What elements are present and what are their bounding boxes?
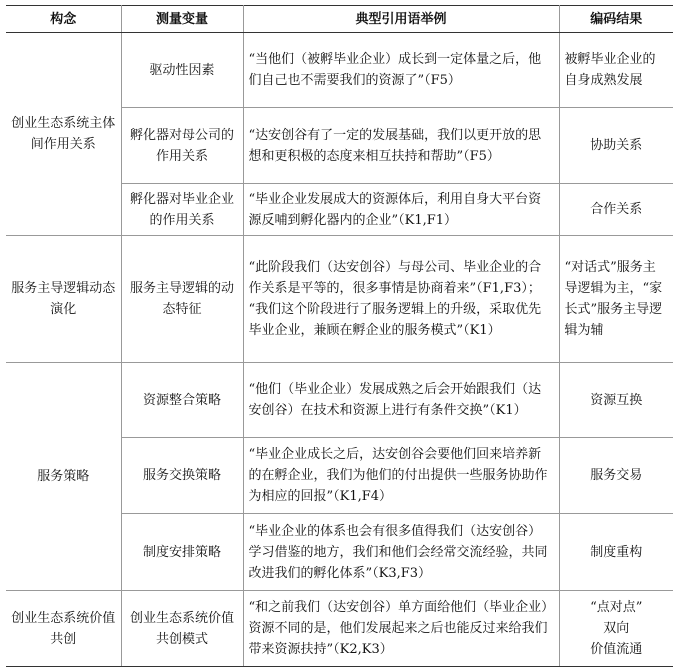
quote-text: “他们（毕业企业）发展成熟之后会开始跟我们（达安创谷）在技术和资源上进行有条件交换”（K1） <box>248 382 542 418</box>
quote-cell <box>243 236 559 363</box>
quote-text: “毕业企业的体系也会有很多值得我们（达安创谷）学习借鉴的地方，我们和他们会经常交流经验，共同改进我们的孵化体系”（K3,F3） <box>248 523 548 581</box>
result-cell: 资源互换 <box>559 363 673 438</box>
header-quote: 典型引用语举例 <box>243 6 559 33</box>
quote-text: “当他们（被孵毕业企业）成长到一定体量之后，他们自己也不需要我们的资源了”（F5） <box>248 52 542 88</box>
table-row <box>6 236 673 363</box>
quote-cell <box>243 184 559 236</box>
quote-cell <box>243 108 559 184</box>
construct-cell: 服务策略 <box>6 363 121 591</box>
quote-text: “和之前我们（达安创谷）单方面给他们（毕业企业）资源不同的是，他们发展起来之后也能反过来给我们带来资源扶持”（K2,K3） <box>248 600 548 657</box>
result-line: 双向 <box>603 621 630 636</box>
construct-cell: 创业生态系统价值共创 <box>6 591 121 667</box>
variable-cell: 服务主导逻辑的动态特征 <box>121 236 243 363</box>
header-variable: 测量变量 <box>121 6 243 33</box>
result-line: “点对点” <box>590 600 643 615</box>
construct-cell: 创业生态系统主体间作用关系 <box>6 33 121 236</box>
result-cell <box>559 591 673 667</box>
quote-text: “达安创谷有了一定的发展基础，我们以更开放的思想和更积极的态度来相互扶持和帮助”（F5） <box>248 127 542 164</box>
quote-cell <box>243 514 559 591</box>
result-cell: 被孵毕业企业的自身成熟发展 <box>559 33 673 108</box>
result-cell: 协助关系 <box>559 108 673 184</box>
table-row <box>6 591 673 667</box>
variable-cell: 资源整合策略 <box>121 363 243 438</box>
variable-cell: 驱动性因素 <box>121 33 243 108</box>
quote-text: “此阶段我们（达安创谷）与母公司、毕业企业的合作关系是平等的，很多事情是协商着来”（F1,F3）； <box>248 260 542 296</box>
header-construct: 构念 <box>6 6 121 33</box>
result-cell: 服务交易 <box>559 438 673 514</box>
quote-cell <box>243 363 559 438</box>
header-result: 编码结果 <box>559 6 673 33</box>
quote-cell <box>243 33 559 108</box>
table-row <box>6 363 673 438</box>
quote-text: “我们这个阶段进行了服务逻辑上的升级，采取优先毕业企业，兼顾在孵企业的服务模式”（K1） <box>248 302 542 338</box>
coding-results-table <box>6 5 673 667</box>
result-cell: 制度重构 <box>559 514 673 591</box>
quote-cell <box>243 438 559 514</box>
table-header-row <box>6 6 673 33</box>
result-cell: 合作关系 <box>559 184 673 236</box>
variable-cell: 创业生态系统价值共创模式 <box>121 591 243 667</box>
quote-text: “毕业企业发展成大的资源体后，利用自身大平台资源反哺到孵化器内的企业”（K1,F1） <box>248 191 542 228</box>
variable-cell: 孵化器对毕业企业的作用关系 <box>121 184 243 236</box>
variable-cell: 服务交换策略 <box>121 438 243 514</box>
table-row <box>6 33 673 108</box>
variable-cell: 制度安排策略 <box>121 514 243 591</box>
quote-cell <box>243 591 559 667</box>
result-line: 价值流通 <box>590 642 643 657</box>
construct-cell: 服务主导逻辑动态演化 <box>6 236 121 363</box>
quote-text: “毕业企业成长之后，达安创谷会要他们回来培养新的在孵企业，我们为他们的付出提供一些服务协助作为相应的回报”（K1,F4） <box>248 447 548 504</box>
result-cell: “对话式”服务主导逻辑为主，“家长式”服务主导逻辑为辅 <box>559 236 673 363</box>
variable-cell: 孵化器对母公司的作用关系 <box>121 108 243 184</box>
coding-table-container <box>6 5 673 667</box>
